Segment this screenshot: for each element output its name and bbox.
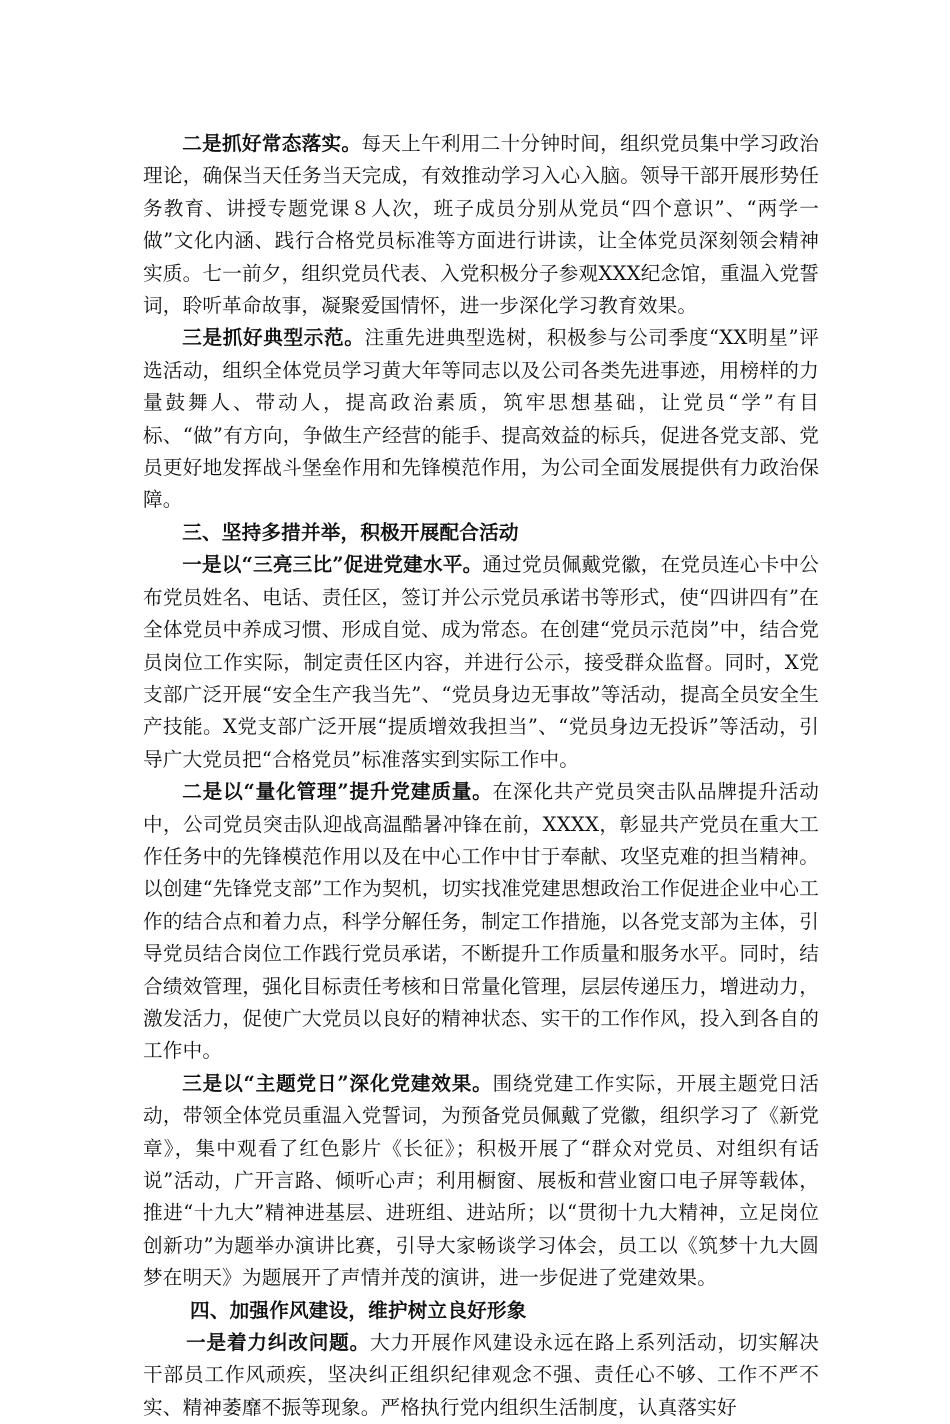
paragraph-lead: 一是着力纠改问题。 xyxy=(186,1331,371,1355)
paragraph-quantified-management xyxy=(143,776,819,1068)
paragraph-text: 通过党员佩戴党徽，在党员连心卡中公布党员姓名、电话、责任区，签订并公示党员承诺书等形式，使“四讲四有”在全体党员中养成习惯、形成自觉、成为常态。在创建“党员示范岗”中，结合党员岗位工作实际，制定责任区内容，并进行公示，接受群众监督。同时，X党支部广泛开展“安全生产我当先”、“党员身边无事故”等活动，提高全员安全生产技能。X党支部广泛开展“提质增效我担当”、“党员身边无投诉”等活动，引导广大党员把“合格党员”标准落实到实际工作中。 xyxy=(143,553,819,771)
paragraph-text: 大力开展作风建设永远在路上系列活动，切实解决干部员工作风顽疾，坚决纠正组织纪律观念不强、责任心不够、工作不严不实、精神萎靡不振等现象。严格执行党内组织生活制度，认真落实好 xyxy=(143,1331,819,1419)
paragraph-text: 注重先进典型选树，积极参与公司季度“XX明星”评选活动，组织全体党员学习黄大年等同志以及公司各类先进事迹，用榜样的力量鼓舞人、带动人，提高政治素质，筑牢思想基础，让党员“学”有目标、“做”有方向，争做生产经营的能手、提高效益的标兵，促进各党支部、党员更好地发挥战斗堡垒作用和先锋模范作用，为公司全面发展提供有力政治保障。 xyxy=(143,326,819,512)
section-heading-3: 三、坚持多措并举，积极开展配合活动 xyxy=(182,520,519,544)
paragraph-text: 在深化共产党员突击队品牌提升活动中，公司党员突击队迎战高温酷暑冲锋在前，XXXX，彰显共产党员在重大工作任务中的先锋模范作用以及在中心工作中甘于奉献、攻坚克难的担当精神。以创建“先锋党支部”工作为契机，切实找准党建思想政治工作促进企业中心工作的结合点和着力点，科学分解任务，制定工作措施，以各党支部为主体，引导党员结合岗位工作践行党员承诺，不断提升工作质量和服务水平。同时，结合绩效管理，强化目标责任考核和日常量化管理，层层传递压力，增进动力，激发活力，促使广大党员以良好的精神状态、实干的工作作风，投入到各自的工作中。 xyxy=(143,780,819,1063)
paragraph-lead: 二是以“量化管理”提升党建质量。 xyxy=(182,780,493,804)
paragraph-typical-example xyxy=(143,322,819,516)
paragraph-text: 每天上午利用二十分钟时间，组织党员集中学习政治理论，确保当天任务当天完成，有效推动学习入心入脑。领导干部开展形势任务教育、讲授专题党课８人次，班子成员分别从党员“四个意识”、“两学一做”文化内涵、践行合格党员标准等方面进行讲读，让全体党员深刻领会精神实质。七一前夕，组织党员代表、入党积极分子参观XXX纪念馆，重温入党誓词，聆听革命故事，凝聚爱国情怀，进一步深化学习教育效果。 xyxy=(143,132,819,318)
paragraph-theme-party-day xyxy=(143,1068,819,1295)
paragraph-lead: 三是以“主题党日”深化党建效果。 xyxy=(182,1071,493,1095)
paragraph-regular-study xyxy=(143,128,819,322)
paragraph-three-highlights xyxy=(143,549,819,776)
paragraph-lead: 一是以“三亮三比”促进党建水平。 xyxy=(182,553,483,577)
paragraph-lead: 三是抓好典型示范。 xyxy=(182,326,365,350)
paragraph-text: 围绕党建工作实际，开展主题党日活动，带领全体党员重温入党誓词，为预备党员佩戴了党徽，组织学习了《新党章》，集中观看了红色影片《长征》；积极开展了“群众对党员、对组织有话说”活动，广开言路、倾听心声；利用橱窗、展板和营业窗口电子屏等载体，推进“十九大”精神进基层、进班组、进站所；以“贯彻十九大精神，立足岗位创新功”为题举办演讲比赛，引导大家畅谈学习体会，员工以《筑梦十九大圆梦在明天》为题展开了声情并茂的演讲，进一步促进了党建效果。 xyxy=(143,1071,819,1290)
document-page xyxy=(143,128,819,1424)
section-heading-4: 四、加强作风建设，维护树立良好形象 xyxy=(190,1298,527,1322)
paragraph-lead: 二是抓好常态落实。 xyxy=(182,132,362,155)
paragraph-correct-problems xyxy=(143,1327,819,1424)
